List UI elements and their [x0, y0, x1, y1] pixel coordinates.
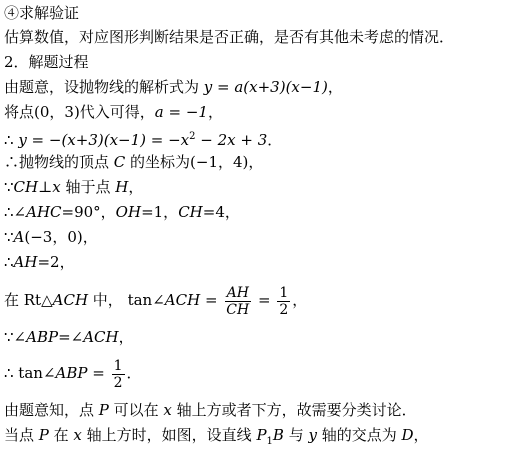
section-heading-solution: 2．解题过程 [4, 53, 89, 71]
case-discussion-line: 由题意知，点 P 可以在 x 轴上方或者下方，故需要分类讨论． [4, 401, 417, 419]
fraction-ah-over-ch: $\frac{AH}{CH}$ [226, 284, 250, 318]
fraction-one-half: $\frac{1}{2}$ [279, 284, 289, 318]
ah-length-line: ∴AH=2， [4, 253, 75, 271]
vertex-line: ∴抛物线的顶点 C 的坐标为(−1，4)， [4, 153, 264, 171]
point-a-line: ∵A(−3，0)， [4, 228, 98, 246]
parabola-setup-line: 由题意，设抛物线的解析式为 y = a(x+3)(x−1)， [4, 78, 343, 96]
tan-abp-line: ∴ tan∠ABP = $\frac{1}{2}$ ． [4, 357, 142, 391]
fraction-one-half-2: $\frac{1}{2}$ [113, 357, 123, 391]
substitution-line: 将点(0，3)代入可得，a = −1， [4, 103, 223, 121]
perpendicular-line: ∵CH⊥x 轴于点 H， [4, 178, 144, 196]
step-heading-verify: ④求解验证 [4, 4, 80, 22]
case-above-line: 当点 P 在 x 轴上方时，如图，设直线 $P_1B$ 与 y 轴的交点为 D， [4, 426, 429, 447]
parabola-expanded-line: ∴ $y = -(x+3)(x-1) = -x^2 - 2x + 3$． [4, 131, 283, 149]
verify-description: 估算数值，对应图形判断结果是否正确，是否有其他未考虑的情况． [4, 28, 455, 46]
angle-facts-line: ∴∠AHC=90°，OH=1，CH=4， [4, 203, 240, 221]
tangent-ratio-line: 在 Rt△ACH 中， tan∠ACH = $\frac{AH}{CH}$ = $\frac{1}{2}$ ， [4, 284, 308, 318]
angle-equality-line: ∵∠ABP=∠ACH， [4, 328, 134, 346]
